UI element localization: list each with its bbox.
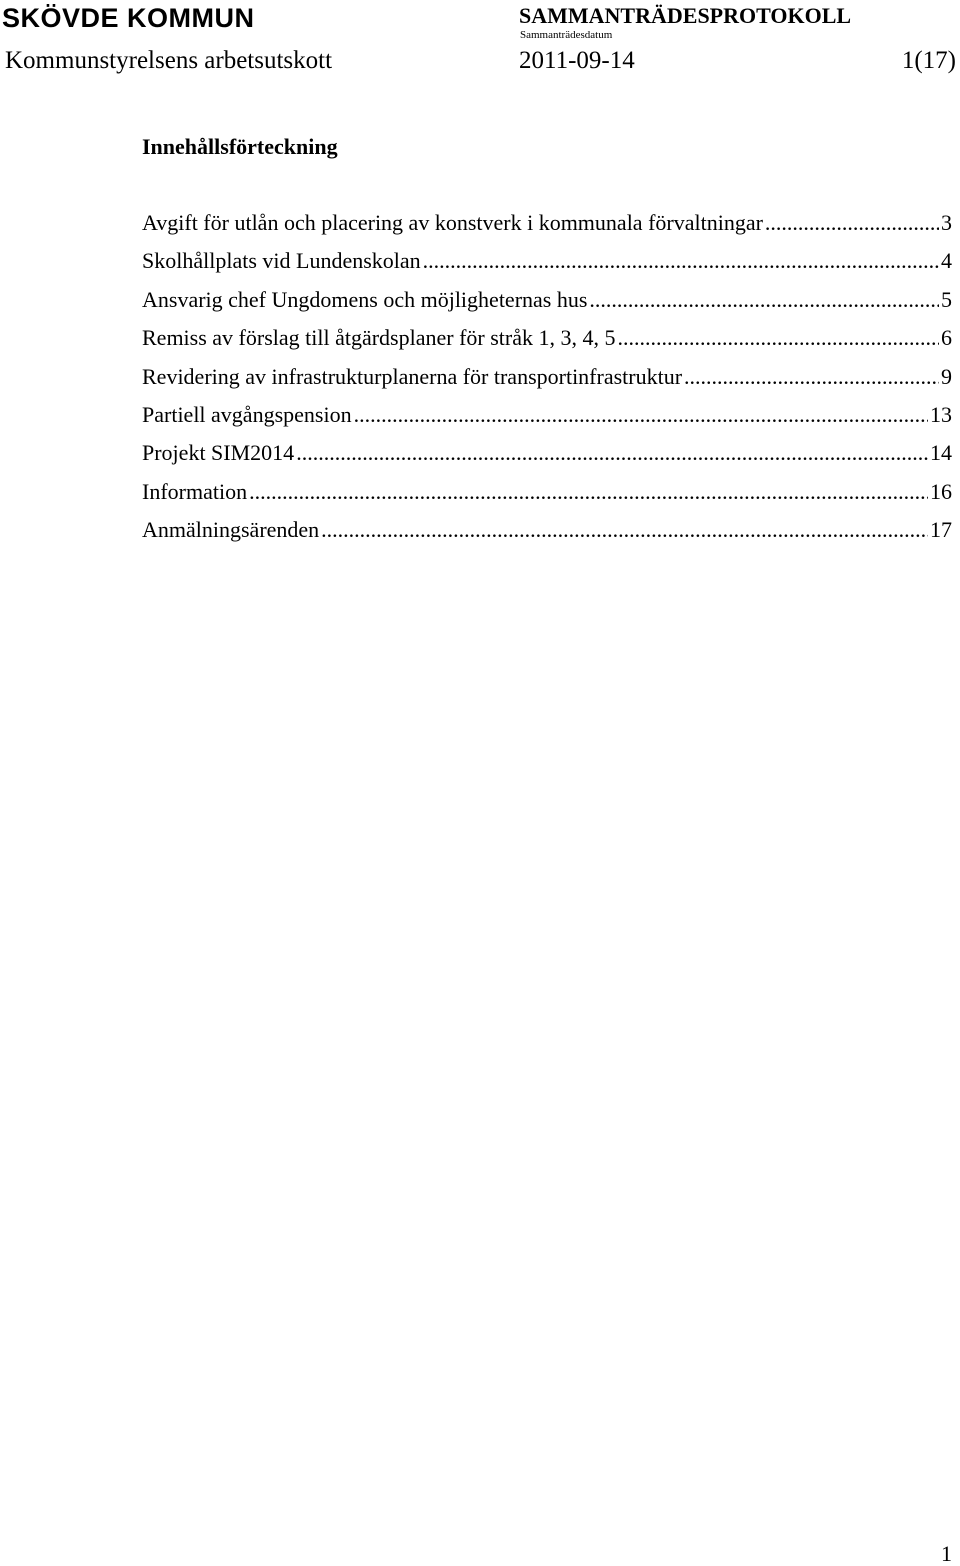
meeting-date: 2011-09-14: [519, 47, 635, 74]
toc-entry-title[interactable]: Information: [142, 478, 248, 504]
toc-entry-title[interactable]: Remiss av förslag till åtgärdsplaner för stråk 1, 3, 4, 5: [142, 325, 616, 351]
toc-entry-title[interactable]: Ansvarig chef Ungdomens och möjligheternas hus: [142, 286, 588, 312]
dot-leader: [249, 477, 928, 507]
toc-entry[interactable]: [142, 362, 952, 400]
toc-entry-title[interactable]: Skolhållplats vid Lundenskolan: [142, 248, 421, 274]
toc-entry-title[interactable]: Anmälningsärenden: [142, 517, 320, 543]
page-count: 1(17): [901, 47, 956, 74]
toc-entry[interactable]: [142, 285, 952, 323]
dot-leader: [321, 515, 928, 545]
toc-entry[interactable]: [142, 208, 952, 246]
dot-leader: [684, 362, 939, 392]
toc-heading: Innehållsförteckning: [142, 134, 338, 159]
dot-leader: [296, 438, 928, 468]
dot-leader: [589, 285, 939, 315]
dot-leader: [765, 208, 939, 238]
dot-leader: [618, 323, 939, 353]
toc-entry[interactable]: [142, 515, 952, 553]
dot-leader: [423, 246, 939, 276]
committee-name: Kommunstyrelsens arbetsutskott: [5, 47, 333, 74]
toc-entry-page[interactable]: 4: [941, 248, 952, 274]
municipality-logo: SKÖVDE KOMMUN: [2, 3, 255, 33]
toc-entry-page[interactable]: 6: [941, 325, 952, 351]
toc-entry-title[interactable]: Revidering av infrastrukturplanerna för transportinfrastruktur: [142, 363, 683, 389]
toc-entry-title[interactable]: Avgift för utlån och placering av konstverk i kommunala förvaltningar: [142, 210, 763, 235]
table-of-contents: [142, 208, 952, 554]
toc-entry-page[interactable]: 16: [930, 478, 952, 504]
toc-entry[interactable]: [142, 246, 952, 284]
toc-entry-page[interactable]: 17: [930, 517, 952, 543]
toc-entry[interactable]: [142, 400, 952, 438]
meeting-date-caption: Sammanträdesdatum: [520, 29, 613, 41]
footer-page-number: 1: [941, 1541, 952, 1566]
dot-leader: [354, 400, 928, 430]
toc-entry-page[interactable]: 9: [941, 363, 952, 389]
toc-entry-page[interactable]: 14: [930, 440, 952, 466]
toc-entry-page[interactable]: 3: [941, 210, 952, 235]
toc-entry[interactable]: [142, 438, 952, 476]
toc-entry-title[interactable]: Projekt SIM2014: [142, 440, 295, 466]
document-type: SAMMANTRÄDESPROTOKOLL: [519, 3, 852, 28]
toc-entry[interactable]: [142, 323, 952, 361]
toc-entry-page[interactable]: 13: [930, 401, 952, 427]
toc-entry-title[interactable]: Partiell avgångspension: [142, 401, 352, 427]
toc-entry-page[interactable]: 5: [941, 286, 952, 312]
toc-entry[interactable]: [142, 477, 952, 515]
